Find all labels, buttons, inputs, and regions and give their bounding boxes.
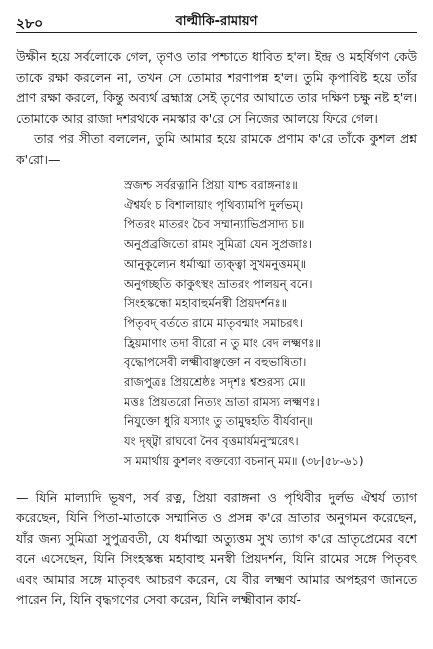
- verse-line: আনুকূল্যেন ধর্মাত্মা ত্যক্ত্বা সুখমনুত্তমম্॥: [124, 256, 307, 271]
- verse-line: পিতরং মাতরং চৈব সম্মান্যাভিপ্রসাদ্য চ॥: [124, 217, 305, 232]
- verse-line: যং দৃষ্ট্বা রাঘবো নৈব বৃত্তমার্যমনুস্মরেৎ।: [124, 434, 299, 449]
- verse-line: পিতৃবদ্ বর্ততে রামে মাতৃবন্মাং সমাচরৎ।: [124, 315, 304, 330]
- verse-line: অনুগচ্ছতি কাকুৎস্থং ভ্রাতরং পালয়ন্ বনে।: [124, 276, 313, 291]
- verse-line: স মমার্থায় কুশলং বক্তব্যো বচনান্ মম॥ (৩৮|৫৮-৬১): [124, 453, 364, 468]
- paragraph-2: তার পর সীতা বললেন, তুমি আমার হয়ে রামকে প্রণাম ক'রে তাঁকে কুশল প্রশ্ন ক'রো।—: [16, 131, 417, 167]
- paragraph-3: — যিনি মাল্যাদি ভূষণ, সর্ব রত্ন, প্রিয়া বরাঙ্গনা ও পৃথিবীর দুর্লভ ঐশ্বর্য ত্যাগ করেছেন, যিনি পিতা-মাতাকে সম্মানিত ও প্রসন্ন ক'রে ভ্রাতার অনুগমন করেছেন, যাঁর জন্য সুমিত্রা সুপুত্রবতী, যে ধর্মাত্মা অত্যুত্তম সুখ ত্যাগ ক'রে ভ্রাতৃপ্রেমের বশে বনে এসেছেন, যিনি সিংহস্কন্ধ মহাবাহু মনস্বী প্রিয়দর্শন, যিনি রামের সঙ্গে পিতৃবৎ এবং আমার সঙ্গে মাতৃবৎ আচরণ করেন, যে বীর লক্ষ্মণ আমার অপহরণ জানতে পারেন নি, যিনি বৃদ্ধগণের সেবা করেন, যিনি লক্ষ্মীবান কার্য-: [16, 489, 417, 608]
- verse-line: নিযুক্তো ধুরি যস্যাং তু তামুদ্বহতি বীর্যবান্॥: [124, 414, 313, 429]
- verse-line: মত্তঃ প্রিয়তরো নিত্যং ভ্রাতা রামস্য লক্ষ্মণঃ।: [124, 394, 320, 409]
- verse-line: ঐশ্বর্যং চ বিশালায়াং পৃথিব্যামপি দুর্লভম্।: [124, 197, 304, 212]
- sanskrit-verse-block: [124, 176, 417, 472]
- verse-line: বৃদ্ধোপসেবী লক্ষ্মীবাঞ্ছক্তো ন বহুভাষিতা।: [124, 355, 307, 370]
- paragraph-1: উক্ষীন হয়ে সর্বলোকে গেল, তৃণও তার পশ্চাতে ধাবিত হ'ল। ইন্দ্র ও মহর্ষিগণ কেউ তাকে রক্ষা করলেন না, তখন সে তোমার শরণাপন্ন হ'ল। তুমি কৃপাবিষ্ট হয়ে তাঁর প্রাণ রক্ষা করলে, কিন্তু অব্যর্থ ব্রহ্মাস্ত্র সেই তৃণের আঘাতে তার দক্ষিণ চক্ষু নষ্ট হ'ল। তোমাকে আর রাজা দশরথকে নমস্কার ক'রে সে নিজের আলয়ে ফিরে গেল।: [16, 49, 417, 126]
- verse-line: স্রজশ্চ সর্বরত্নানি প্রিয়া যাশ্চ বরাঙ্গনাঃ॥: [124, 178, 298, 192]
- page-header: [16, 10, 417, 33]
- verse-line: হ্রিয়মাণাং তদা বীরো ন তু মাং বেদ লক্ষ্মণঃ॥: [124, 335, 321, 350]
- verse-line: সিংহস্কন্ধো মহাবাহুর্মনস্বী প্রিয়দর্শনঃ॥: [124, 296, 288, 311]
- running-title: বাল্মীকি-রামায়ণ: [175, 14, 258, 29]
- page-number: ২৮০: [16, 16, 44, 32]
- verse-line: রাজপুত্রঃ প্রিয়শ্রেষ্ঠঃ সদৃশঃ শ্বশুরস্য মে॥: [124, 375, 306, 390]
- verse-line: অনুপ্রব্রজিতো রামং সুমিত্রা যেন সুপ্রজাঃ।: [124, 237, 313, 252]
